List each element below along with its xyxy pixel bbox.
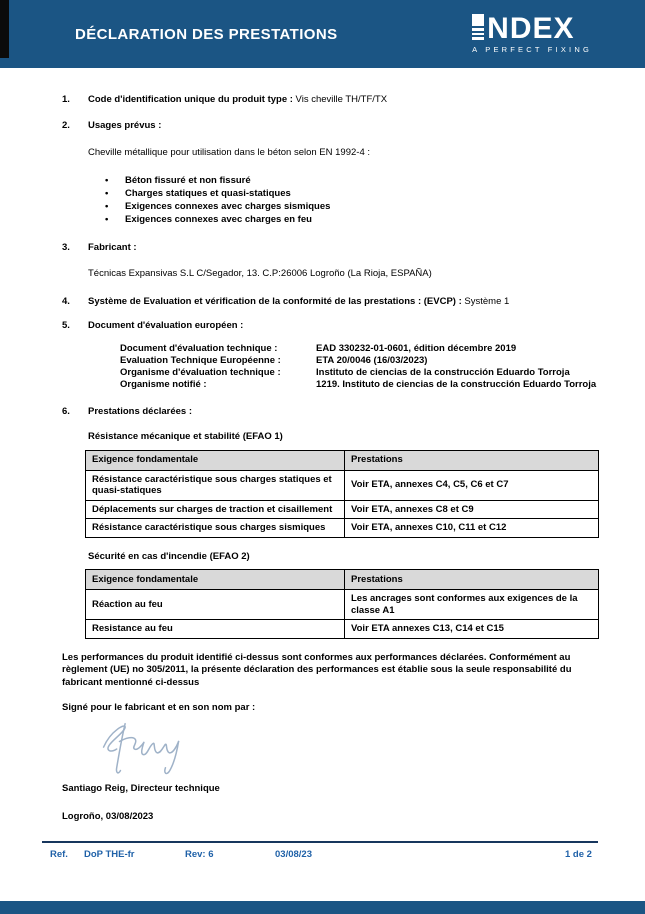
table-cell: Déplacements sur charges de traction et cisaillement <box>86 500 345 519</box>
table-cell: Voir ETA, annexes C10, C11 et C12 <box>345 519 599 538</box>
footer <box>0 849 645 863</box>
detail-value: Instituto de ciencias de la construcción Eduardo Torroja <box>316 366 570 378</box>
table-cell: Les ancrages sont conformes aux exigences de la classe A1 <box>345 590 599 620</box>
document-body <box>0 68 645 824</box>
section-5 <box>62 320 598 333</box>
table-row <box>86 519 599 538</box>
signed-by-label: Signé pour le fabricant et en son nom par : <box>62 702 256 713</box>
column-header: Prestations <box>345 450 599 470</box>
conformity-paragraph: Les performances du produit identifié ci-dessus sont conformes aux performances déclarées. Conformément au règlement (UE) no 305/2011, la présente déclaration des performances est établie sous la seule responsabilité du fabricant mentionné ci-dessus <box>62 651 572 688</box>
section-2-label: Usages prévus : <box>88 119 162 131</box>
section-6-label: Prestations déclarées : <box>88 405 193 417</box>
table-cell: Résistance caractéristique sous charges statiques et quasi-statiques <box>86 470 345 500</box>
footer-page-number: 1 de 2 <box>565 849 592 860</box>
handwritten-signature-icon <box>90 719 194 779</box>
footer-date: 03/08/23 <box>275 849 312 860</box>
document-title: DÉCLARATION DES PRESTATIONS <box>75 25 338 43</box>
table-row <box>86 500 599 519</box>
bullet-item: • Béton fissuré et non fissuré <box>105 174 598 187</box>
detail-value: 1219. Instituto de ciencias de la construcción Eduardo Torroja <box>316 378 597 390</box>
detail-label: Organisme notifié : <box>120 378 207 390</box>
detail-row <box>120 355 598 367</box>
detail-value: ETA 20/0046 (16/03/2023) <box>316 354 428 366</box>
index-logo-tagline: A PERFECT FIXING <box>472 45 592 54</box>
table-header-row <box>86 450 599 470</box>
section-1-number: 1. <box>62 94 70 105</box>
column-header: Exigence fondamentale <box>86 450 345 470</box>
section-6 <box>62 406 598 419</box>
table-2-caption: Sécurité en cas d'incendie (EFAO 2) <box>88 550 250 562</box>
evaluation-details <box>120 343 598 391</box>
section-4 <box>62 296 598 309</box>
table-cell: Réaction au feu <box>86 590 345 620</box>
table-row <box>86 620 599 639</box>
table-cell: Resistance au feu <box>86 620 345 639</box>
column-header: Prestations <box>345 570 599 590</box>
section-1 <box>62 94 598 107</box>
detail-value: EAD 330232-01-0601, édition décembre 2019 <box>316 342 517 354</box>
table-header-row <box>86 570 599 590</box>
footer-divider <box>42 841 598 843</box>
index-logo <box>472 14 592 54</box>
index-logo-i-icon <box>472 14 484 42</box>
section-1-value: Vis cheville TH/TF/TX <box>292 94 388 105</box>
section-1-label: Code d'identification unique du produit type : <box>88 94 293 105</box>
table-row <box>86 470 599 500</box>
detail-label: Evaluation Technique Européenne : <box>120 354 281 366</box>
header-banner <box>0 0 645 68</box>
footer-ref-value: DoP THE-fr <box>84 849 135 860</box>
section-4-value: Système 1 <box>461 295 510 307</box>
place-and-date: Logroño, 03/08/2023 <box>62 811 154 822</box>
signatory-name: Santiago Reig, Directeur technique <box>62 782 220 794</box>
section-5-label: Document d'évaluation européen : <box>88 320 244 331</box>
usage-bullet-list <box>105 174 598 226</box>
fire-safety-table <box>85 569 599 639</box>
scan-edge-artifact <box>0 0 9 58</box>
detail-row <box>120 343 598 355</box>
table-row <box>86 590 599 620</box>
bullet-item: • Exigences connexes avec charges en feu <box>105 213 598 226</box>
table-cell: Voir ETA annexes C13, C14 et C15 <box>345 620 599 639</box>
index-logo-text: NDEX <box>487 12 575 45</box>
detail-row <box>120 379 598 391</box>
bullet-item: • Charges statiques et quasi-statiques <box>105 187 598 200</box>
section-3-label: Fabricant : <box>88 241 137 253</box>
signature-image <box>90 719 598 779</box>
table-1-caption: Résistance mécanique et stabilité (EFAO 1) <box>88 431 283 442</box>
mechanical-resistance-table <box>85 450 599 538</box>
bullet-item: • Exigences connexes avec charges sismiques <box>105 200 598 213</box>
column-header: Exigence fondamentale <box>86 570 345 590</box>
detail-label: Document d'évaluation technique : <box>120 342 278 354</box>
manufacturer-address: Técnicas Expansivas S.L C/Segador, 13. C.P:26006 Logroño (La Rioja, ESPAÑA) <box>88 268 432 279</box>
section-4-label: Système de Evaluation et vérification de la conformité de las prestations : (EVCP) : <box>88 295 462 307</box>
section-2-number: 2. <box>62 119 70 131</box>
bottom-brand-bar <box>0 901 645 914</box>
table-cell: Voir ETA, annexes C4, C5, C6 et C7 <box>345 470 599 500</box>
footer-ref-label: Ref. <box>50 849 68 860</box>
detail-label: Organisme d'évaluation technique : <box>120 366 281 378</box>
section-4-number: 4. <box>62 295 70 307</box>
section-3-number: 3. <box>62 241 70 253</box>
section-5-number: 5. <box>62 320 70 331</box>
detail-row <box>120 367 598 379</box>
table-cell: Voir ETA, annexes C8 et C9 <box>345 500 599 519</box>
index-logo-wordmark <box>472 12 575 45</box>
table-cell: Résistance caractéristique sous charges sismiques <box>86 519 345 538</box>
section-6-number: 6. <box>62 405 70 417</box>
section-3 <box>62 242 598 255</box>
section-2-intro: Cheville métallique pour utilisation dans le béton selon EN 1992-4 : <box>88 147 371 158</box>
section-2 <box>62 120 598 133</box>
footer-revision: Rev: 6 <box>185 849 214 860</box>
